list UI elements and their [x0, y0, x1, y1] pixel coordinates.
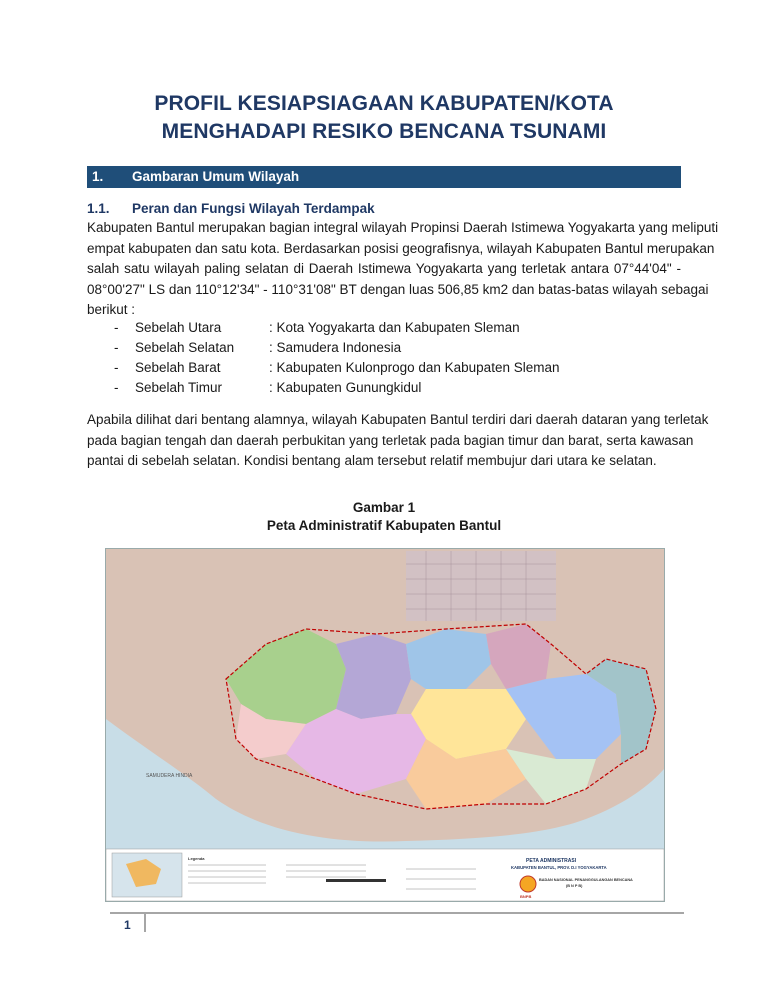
sea-label: SAMUDERA HINDIA [146, 773, 193, 779]
paragraph-line: berikut : [87, 302, 136, 317]
paragraph-line: empat kabupaten dan satu kota. Berdasarkan posisi geografisnya, wilayah Kabupaten Bantul merupakan [87, 240, 715, 256]
city-area [406, 551, 556, 621]
agency-short: (B N P B) [566, 884, 583, 888]
boundary-label: Sebelah Timur [135, 380, 223, 395]
boundary-label: Sebelah Utara [135, 320, 222, 335]
boundary-label: Sebelah Barat [135, 360, 221, 375]
figure-label: Gambar 1 [352, 500, 416, 515]
title-line-1: PROFIL KESIAPSIAGAAN KABUPATEN/KOTA [154, 92, 614, 115]
bnpb-logo-icon [520, 876, 536, 892]
boundary-item [87, 320, 681, 340]
legend-heading: Legenda [188, 856, 205, 861]
paragraph-line: 08°00'27" LS dan 110°12'34" - 110°31'08" BT dengan luas 506,85 km2 dan batas-batas wilayah sebagai [87, 281, 709, 297]
paragraph-line: Apabila dilihat dari bentang alamnya, wilayah Kabupaten Bantul terdiri dari daerah dataran yang terletak [87, 412, 709, 427]
figure-caption: Peta Administratif Kabupaten Bantul [266, 518, 502, 533]
paragraph-line: Kabupaten Bantul merupakan bagian integral wilayah Propinsi Daerah Istimewa Yogyakarta yang meliputi [87, 220, 719, 235]
boundary-item [87, 340, 681, 360]
boundary-value: : Kota Yogyakarta dan Kabupaten Sleman [269, 320, 520, 335]
paragraph-line: salah satu wilayah paling selatan di Daerah Istimewa Yogyakarta yang terletak antara 07°44'04" - [87, 261, 681, 276]
paragraph-line: pantai di sebelah selatan. Kondisi bentang alam tersebut relatif membujur dari utara ke selatan. [87, 453, 657, 468]
boundary-item [87, 360, 681, 380]
bullet-dash: - [114, 360, 119, 375]
paragraph-landscape [87, 410, 709, 472]
paragraph-intro [87, 218, 719, 321]
subsection-title: Peran dan Fungsi Wilayah Terdampak [132, 201, 375, 216]
subsection-number: 1.1. [87, 201, 110, 216]
section-number: 1. [92, 169, 104, 184]
agency-name: BADAN NASIONAL PENANGGULANGAN BENCANA [539, 878, 633, 882]
scale-bar [326, 879, 386, 882]
bullet-dash: - [114, 380, 119, 395]
administrative-map [105, 548, 665, 902]
footer-rule [110, 912, 684, 914]
page-number: 1 [124, 918, 131, 932]
page-title [0, 90, 768, 146]
boundary-item [87, 380, 681, 400]
legend-subtitle: KABUPATEN BANTUL, PROV. D.I YOGYAKARTA [511, 865, 607, 870]
paragraph-line: pada bagian tengah dan daerah perbukitan yang terletak pada bagian timur dan barat, serta kawasan [87, 432, 694, 448]
bnpb-logo-text: BNPB [520, 894, 532, 899]
section-title: Gambaran Umum Wilayah [132, 169, 300, 184]
title-line-2: MENGHADAPI RESIKO BENCANA TSUNAMI [161, 120, 607, 143]
boundary-value: : Kabupaten Kulonprogo dan Kabupaten Sleman [269, 360, 560, 375]
legend-title: PETA ADMINISTRASI [526, 858, 577, 864]
bullet-dash: - [114, 340, 119, 355]
boundary-label: Sebelah Selatan [135, 340, 235, 355]
boundary-value: : Kabupaten Gunungkidul [269, 380, 422, 395]
footer-divider [144, 914, 146, 932]
section-header-bar [87, 166, 681, 188]
map-svg [106, 549, 664, 901]
bullet-dash: - [114, 320, 119, 335]
boundary-value: : Samudera Indonesia [269, 340, 402, 355]
